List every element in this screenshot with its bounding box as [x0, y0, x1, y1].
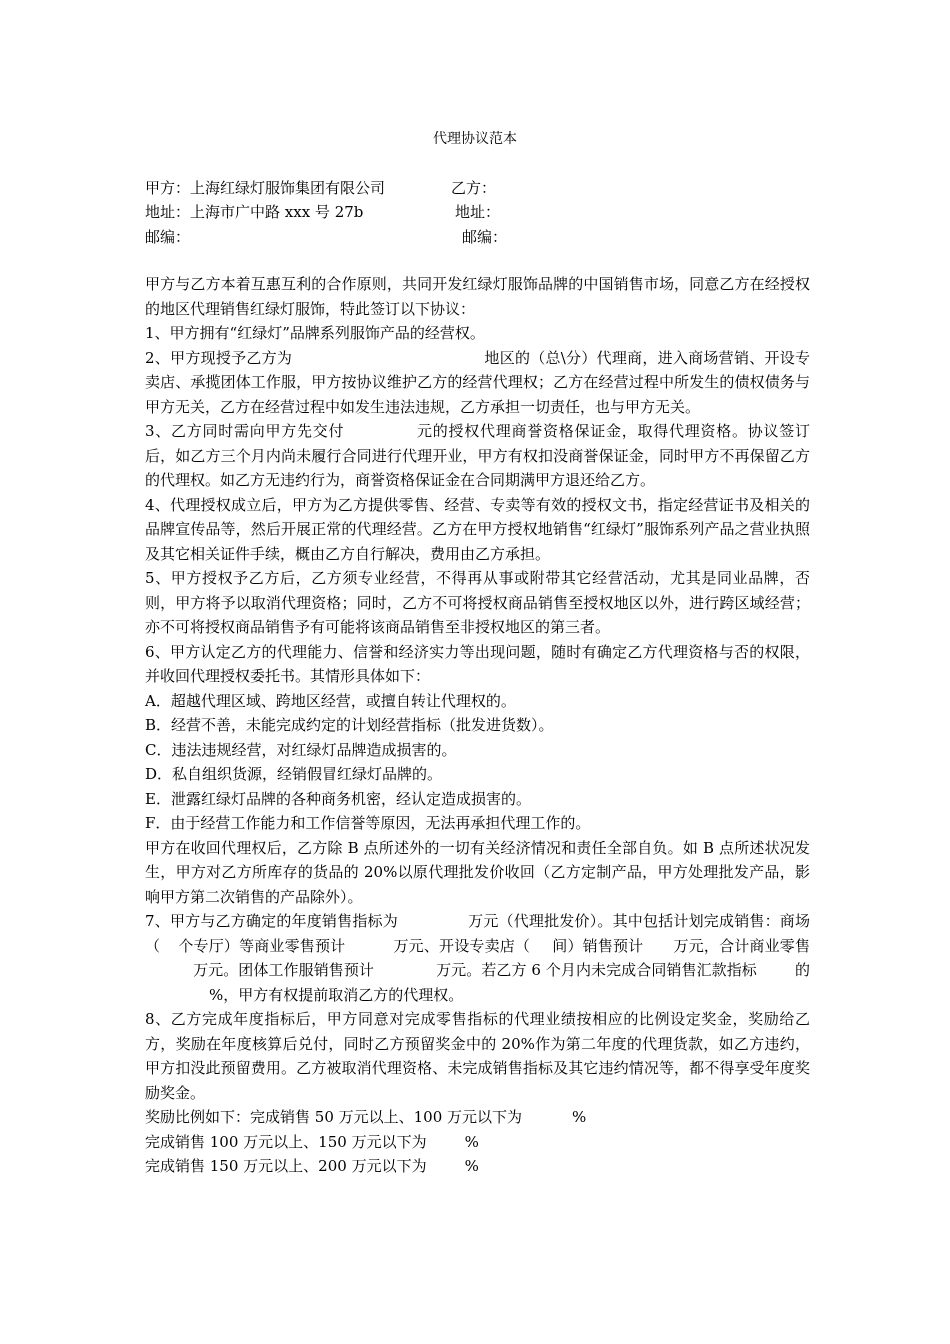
clause-6-item: A．超越代理区域、跨地区经营，或擅自转让代理权的。 — [145, 691, 516, 710]
clause-3-start: 3、乙方同时需向甲方先交付 — [145, 422, 345, 440]
percent-sign: % — [464, 1132, 479, 1151]
clause-7-part: 的 — [794, 961, 810, 979]
clause-7-part: 万元，合计商业零售 — [673, 936, 810, 955]
address-a-label: 地址： — [145, 203, 191, 221]
document-title: 代理协议范本 — [433, 131, 517, 147]
clause-3-rest: 元的授权代理商誉资格保证金，取得代理资格。协议签订后，如乙方三个月内尚未履行合同进行代理开业，甲方有权扣没商誉保证金，同时甲方不再保留乙方的代理权。如乙方无违约行为，商誉资格保证金在合同期满甲方退还给乙方。 — [145, 422, 810, 489]
agreement-body — [145, 272, 810, 1179]
clause-7-part: %，甲方有权提前取消乙方的代理权。 — [209, 985, 464, 1004]
bonus-text: 完成销售 100 万元以上、150 万元以下为 — [145, 1132, 427, 1151]
bonus-line-1 — [145, 1105, 810, 1130]
zip-b-label: 邮编： — [462, 228, 508, 246]
clause-7-part: 万元（代理批发价）。其中包括计划完成销售：商场（ — [145, 912, 810, 955]
clause-7-part: 7、甲方与乙方确定的年度销售指标为 — [145, 912, 398, 930]
clause-6-item: E．泄露红绿灯品牌的各种商务机密，经认定造成损害的。 — [145, 789, 531, 808]
clause-2 — [145, 346, 810, 420]
bonus-line-3 — [145, 1154, 810, 1179]
zip-a-label: 邮编： — [145, 228, 191, 246]
clause-7 — [145, 909, 810, 1007]
clause-6-item: D．私自组织货源，经销假冒红绿灯品牌的。 — [145, 765, 443, 783]
clause-8: 8、乙方完成年度指标后，甲方同意对完成零售指标的代理业绩按相应的比例设定奖金，奖励给乙方，奖励在年度核算后兑付，同时乙方预留奖金中的 20%作为第二年度的代理货款，如乙方违约，甲方扣没此预留费用。乙方被取消代理资格、未完成销售指标及其它违约情况等，都不得享受年度奖励奖金。 — [145, 1010, 810, 1102]
clause-2-start: 2、甲方现授予乙方为 — [145, 348, 293, 367]
clause-1: 1、甲方拥有“红绿灯”品牌系列服饰产品的经营权。 — [145, 324, 485, 342]
party-a-name: 上海红绿灯服饰集团有限公司 — [190, 179, 386, 197]
clause-7-part: 万元、开设专卖店（ — [393, 936, 531, 955]
clause-7-part: 万元。若乙方 6 个月内未完成合同销售汇款指标 — [436, 961, 757, 979]
percent-sign: % — [572, 1108, 587, 1126]
clause-7-part: 个专厅）等商业零售预计 — [178, 936, 346, 955]
party-a-label: 甲方： — [145, 179, 191, 197]
clause-5: 5、甲方授权予乙方后，乙方须专业经营，不得再从事或附带其它经营活动，尤其是同业品牌，否则，甲方将予以取消代理资格；同时，乙方不可将授权商品销售至授权地区以外，进行跨区域经营；亦不可将授权商品销售予有可能将该商品销售至非授权地区的第三者。 — [145, 569, 810, 636]
bonus-line-2 — [145, 1130, 810, 1155]
clause-7-part: 万元。团体工作服销售预计 — [193, 961, 375, 979]
clause-6-item: B．经营不善，未能完成约定的计划经营指标（批发进货数）。 — [145, 716, 554, 734]
percent-sign: % — [464, 1157, 479, 1175]
bonus-text: 奖励比例如下：完成销售 50 万元以上、100 万元以下为 — [145, 1108, 523, 1126]
intro-paragraph: 甲方与乙方本着互惠互利的合作原则，共同开发红绿灯服饰品牌的中国销售市场，同意乙方在经授权的地区代理销售红绿灯服饰，特此签订以下协议： — [145, 275, 810, 318]
address-a-line — [145, 200, 363, 224]
clause-6-item: F．由于经营工作能力和工作信誉等原因，无法再承担代理工作的。 — [145, 814, 591, 832]
clause-6: 6、甲方认定乙方的代理能力、信誉和经济实力等出现问题，随时有确定乙方代理资格与否的权限，并收回代理授权委托书。其情形具体如下： — [145, 642, 810, 685]
clause-7-part: 间）销售预计 — [552, 936, 644, 955]
clause-4: 4、代理授权成立后，甲方为乙方提供零售、经营、专卖等有效的授权文书，指定经营证书及相关的品牌宣传品等，然后开展正常的代理经营。乙方在甲方授权地销售“红绿灯”服饰系列产品之营业执照及其它相关证件手续，概由乙方自行解决，费用由乙方承担。 — [145, 495, 810, 563]
bonus-text: 完成销售 150 万元以上、200 万元以下为 — [145, 1157, 427, 1175]
clause-6-after: 甲方在收回代理权后，乙方除 B 点所述外的一切有关经济情况和责任全部自负。如 B 点所述状况发生，甲方对乙方所库存的货品的 20%以原代理批发价收回（乙方定制产品，甲方处理批发产品，影响甲方第二次销售的产品除外）。 — [145, 838, 810, 906]
clause-3 — [145, 419, 810, 493]
party-b-label: 乙方： — [451, 179, 497, 197]
clause-6-item: C．违法违规经营，对红绿灯品牌造成损害的。 — [145, 740, 457, 759]
party-a-line — [145, 176, 385, 200]
address-b-label: 地址： — [455, 203, 501, 221]
clause-2-rest: 地区的（总\分）代理商，进入商场营销、开设专卖店、承揽团体工作服，甲方按协议维护乙方的经营代理权；乙方在经营过程中所发生的债权债务与甲方无关，乙方在经营过程中如发生违法违规，乙方承担一切责任，也与甲方无关。 — [145, 348, 810, 416]
address-a-value: 上海市广中路 xxx 号 27b — [190, 203, 364, 221]
